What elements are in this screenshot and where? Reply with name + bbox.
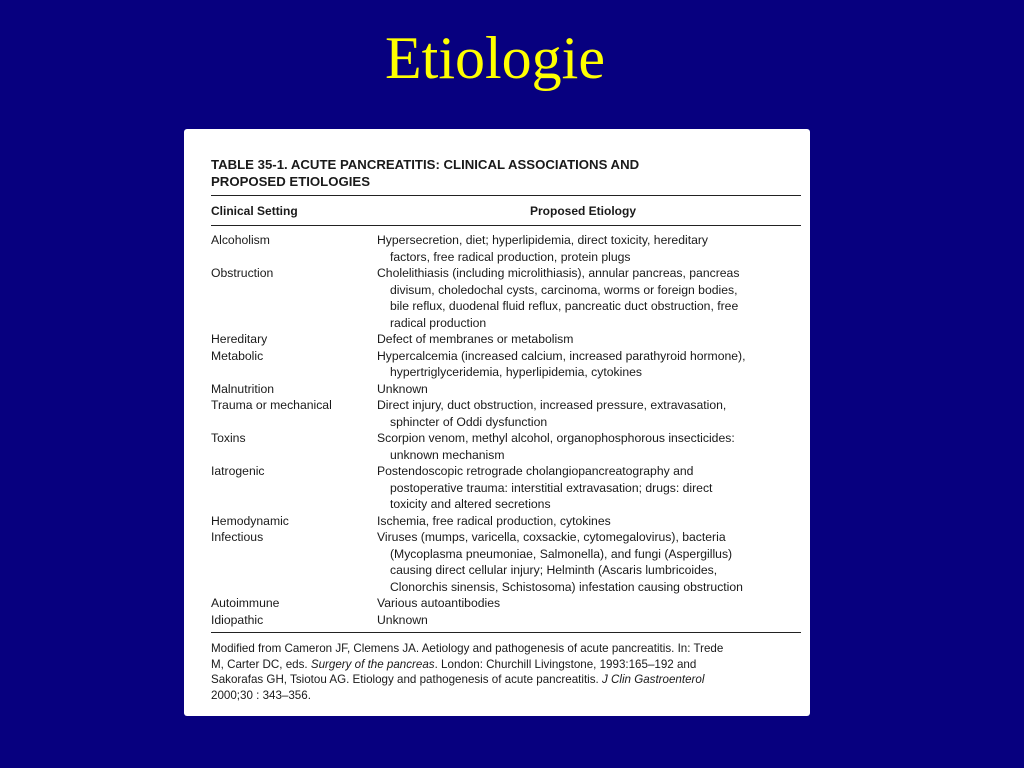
etiology-line: postoperative trauma: interstitial extravasation; drugs: direct	[390, 480, 713, 495]
table-row	[211, 265, 801, 331]
etiology-line: Postendoscopic retrograde cholangiopancreatography and	[377, 464, 694, 478]
table-footnote	[211, 641, 801, 703]
etiology-line: Unknown	[377, 612, 428, 627]
proposed-etiology-cell	[377, 265, 801, 331]
table-caption-line-2: PROPOSED ETIOLOGIES	[211, 174, 371, 189]
clinical-setting-cell: Alcoholism	[211, 233, 270, 247]
table-row	[211, 331, 801, 348]
footnote-line-2	[211, 657, 801, 673]
table-caption-line-1: TABLE 35-1. ACUTE PANCREATITIS: CLINICAL ASSOCIATIONS AND	[211, 157, 640, 172]
clinical-setting-cell: Trauma or mechanical	[211, 398, 332, 412]
clinical-setting-cell: Obstruction	[211, 266, 274, 280]
etiology-line: toxicity and altered secretions	[390, 497, 551, 511]
clinical-setting-cell: Toxins	[211, 431, 246, 445]
table-image	[184, 129, 810, 716]
proposed-etiology-cell	[377, 348, 801, 381]
header-rule	[211, 225, 801, 226]
table-row	[211, 232, 801, 265]
etiology-line: Ischemia, free radical production, cytokines	[377, 513, 611, 528]
table-row	[211, 612, 801, 629]
table-row	[211, 513, 801, 530]
etiology-line: Defect of membranes or metabolism	[377, 332, 574, 346]
clinical-setting-cell: Hemodynamic	[211, 513, 289, 528]
etiology-line: Unknown	[377, 381, 428, 396]
table-body	[211, 232, 801, 628]
proposed-etiology-cell	[377, 331, 801, 348]
footnote-book-title: Surgery of the pancreas	[310, 657, 435, 671]
etiology-line: divisum, choledochal cysts, carcinoma, worms or foreign bodies,	[390, 282, 738, 297]
clinical-setting-cell: Infectious	[211, 530, 264, 544]
footnote-text: Sakorafas GH, Tsiotou AG. Etiology and pathogenesis of acute pancreatitis.	[211, 673, 602, 687]
column-header-proposed-etiology: Proposed Etiology	[530, 204, 637, 218]
proposed-etiology-cell	[377, 529, 801, 595]
clinical-setting-cell: Autoimmune	[211, 596, 280, 610]
etiology-line: causing direct cellular injury; Helminth (Ascaris lumbricoides,	[390, 563, 718, 577]
clinical-setting-cell: Metabolic	[211, 348, 264, 363]
slide-title: Etiologie	[385, 25, 605, 91]
column-header-clinical-setting: Clinical Setting	[211, 204, 298, 218]
table-row	[211, 595, 801, 612]
table-caption	[211, 156, 791, 190]
proposed-etiology-cell	[377, 513, 801, 530]
etiology-line: radical production	[390, 315, 487, 330]
etiology-line: Cholelithiasis (including microlithiasis), annular pancreas, pancreas	[377, 266, 740, 280]
etiology-line: (Mycoplasma pneumoniae, Salmonella), and fungi (Aspergillus)	[390, 546, 733, 561]
table-row	[211, 529, 801, 595]
etiology-line: Scorpion venom, methyl alcohol, organophosphorous insecticides:	[377, 431, 735, 445]
table-row	[211, 381, 801, 398]
etiology-line: bile reflux, duodenal fluid reflux, pancreatic duct obstruction, free	[390, 299, 739, 313]
etiology-line: Viruses (mumps, varicella, coxsackie, cytomegalovirus), bacteria	[377, 530, 726, 544]
table-row	[211, 463, 801, 513]
footnote-journal-title: J Clin Gastroenterol	[601, 673, 705, 687]
footnote-line-3	[211, 672, 801, 688]
table-row	[211, 348, 801, 381]
etiology-line: Various autoantibodies	[377, 596, 501, 610]
footnote-text: M, Carter DC, eds.	[211, 657, 311, 671]
proposed-etiology-cell	[377, 430, 801, 463]
clinical-setting-cell: Iatrogenic	[211, 464, 265, 478]
footnote-line-4: 2000;30 : 343–356.	[211, 688, 311, 702]
clinical-setting-cell: Hereditary	[211, 332, 268, 346]
etiology-line: sphincter of Oddi dysfunction	[390, 414, 548, 429]
proposed-etiology-cell	[377, 595, 801, 612]
proposed-etiology-cell	[377, 612, 801, 629]
proposed-etiology-cell	[377, 463, 801, 513]
table-row	[211, 397, 801, 430]
footnote-text: . London: Churchill Livingstone, 1993:165–192 and	[434, 657, 697, 671]
etiology-line: Hypercalcemia (increased calcium, increased parathyroid hormone),	[377, 348, 746, 363]
footnote-line-1: Modified from Cameron JF, Clemens JA. Aetiology and pathogenesis of acute pancreatitis. In: Trede	[211, 642, 724, 655]
etiology-line: Hypersecretion, diet; hyperlipidemia, direct toxicity, hereditary	[377, 233, 709, 247]
proposed-etiology-cell	[377, 232, 801, 265]
etiology-line: Direct injury, duct obstruction, increased pressure, extravasation,	[377, 398, 727, 412]
table-top-rule	[211, 195, 801, 196]
etiology-line: Clonorchis sinensis, Schistosoma) infestation causing obstruction	[390, 579, 743, 594]
etiology-line: hypertriglyceridemia, hyperlipidemia, cytokines	[390, 365, 642, 379]
etiology-line: factors, free radical production, protein plugs	[390, 249, 631, 264]
etiology-line: unknown mechanism	[390, 447, 505, 462]
proposed-etiology-cell	[377, 381, 801, 398]
clinical-setting-cell: Idiopathic	[211, 612, 264, 627]
table-bottom-rule	[211, 632, 801, 633]
clinical-setting-cell: Malnutrition	[211, 381, 274, 396]
table-row	[211, 430, 801, 463]
proposed-etiology-cell	[377, 397, 801, 430]
